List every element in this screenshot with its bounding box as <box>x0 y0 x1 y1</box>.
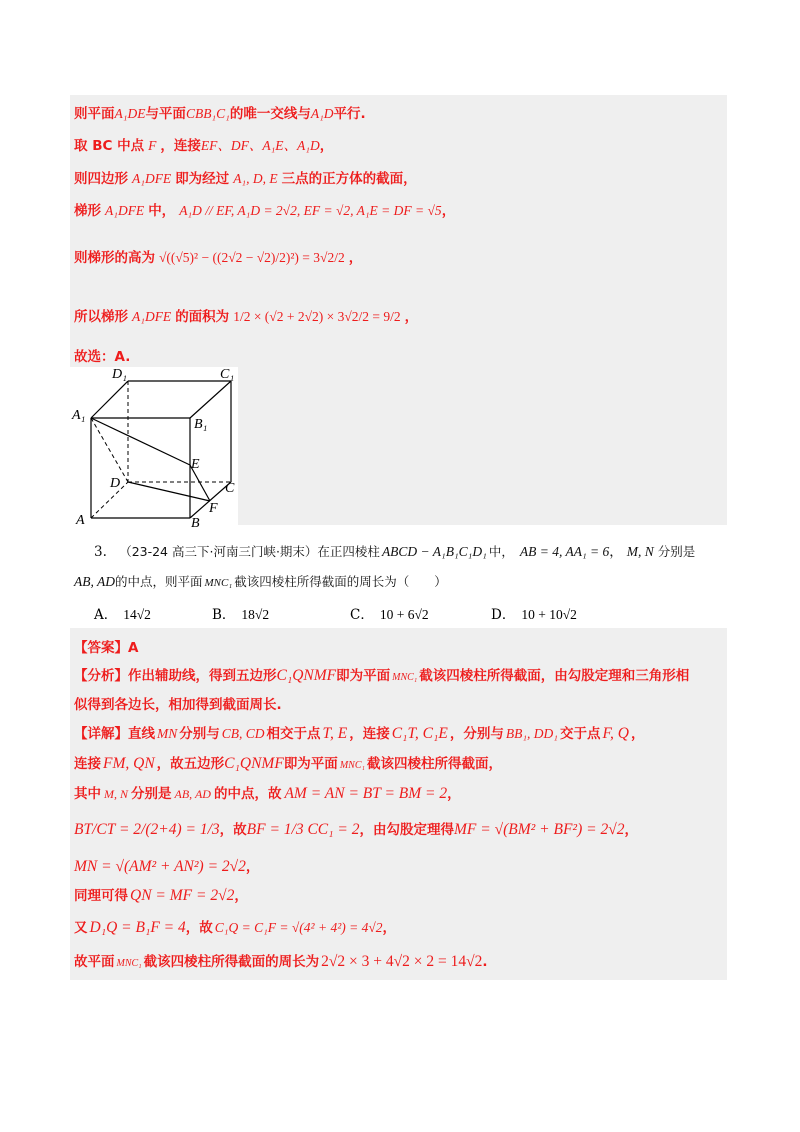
sol3-detail-8: 故平面 MNC₁ 截该四棱柱所得截面的周长为 2√2 × 3 + 4√2 × 2 = 14√2. <box>74 953 488 970</box>
label-b1: B₁ <box>194 417 208 432</box>
label-c: C <box>225 481 235 496</box>
label-f: F <box>209 501 218 516</box>
edge-a1d <box>91 418 128 482</box>
q3-line2: AB, AD的中点，则平面 MNC₁ 截该四棱柱所得截面的周长为（ ） <box>74 574 447 589</box>
sol3-analysis-1: 【分析】作出辅助线，得到五边形C₁QNMF即为平面 MNC₁ 截该四棱柱所得截面，由勾股定理和三角形相 <box>74 667 690 684</box>
sol3-detail-5: MN = √(AM² + AN²) = 2√2， <box>74 858 260 875</box>
edge-b1c1 <box>190 381 231 418</box>
label-a: A <box>76 513 85 528</box>
sol3-detail-1: 【详解】直线 MN 分别与 CB, CD 相交于点 T, E ，连接 C₁T, C₁E ，分别与 BB₁, DD₁ 交于点 F, Q ， <box>74 725 645 742</box>
sol2-line1: 则平面A₁DE与平面CBB₁C₁的唯一交线与A₁D平行. <box>74 106 366 122</box>
option-a[interactable]: A． 14√2 <box>94 607 151 623</box>
sol3-detail-3: 其中 M, N 分别是 AB, AD 的中点，故 AM = AN = BT = BM = 2， <box>74 785 461 802</box>
edge-fd <box>128 482 210 501</box>
sol2-line6: 所以梯形 A₁DFE 的面积为 1/2 × (√2 + 2√2) × 3√2/2 = 9/2 ， <box>74 309 419 325</box>
cube-figure <box>70 367 238 529</box>
option-b[interactable]: B． 18√2 <box>212 607 270 623</box>
label-a1: A₁ <box>72 408 86 423</box>
label-b: B <box>191 516 200 529</box>
figure-shade <box>238 367 727 525</box>
sol3-detail-7: 又 D₁Q = B₁F = 4，故 C₁Q = C₁F = √(4² + 4²) = 4√2， <box>74 919 397 936</box>
edge-a1e <box>91 418 190 465</box>
sol3-analysis-2: 似得到各边长，相加得到截面周长. <box>74 697 282 713</box>
option-c[interactable]: C． 10 + 6√2 <box>350 607 429 623</box>
sol3-answer: 【答案】A <box>74 640 139 656</box>
sol3-detail-6: 同理可得 QN = MF = 2√2， <box>74 887 248 904</box>
label-c1: C₁ <box>220 367 235 382</box>
sol2-line3: 则四边形 A₁DFE 即为经过 A₁, D, E 三点的正方体的截面， <box>74 171 417 187</box>
sol3-detail-2: 连接 FM, QN ，故五边形C₁QNMF即为平面 MNC₁ 截该四棱柱所得截面， <box>74 755 502 772</box>
sol2-line5: 则梯形的高为 √((√5)² − ((2√2 − √2)/2)²) = 3√2/2 ， <box>74 250 363 266</box>
sol2-line4: 梯形 A₁DFE 中， A₁D // EF, A₁D = 2√2, EF = √2, A₁E = DF = √5， <box>74 203 456 219</box>
label-e: E <box>191 457 200 472</box>
q3-line1: 3. （23-24 高三下·河南三门峡·期末）在正四棱柱 ABCD − A₁B₁C₁D₁ 中， AB = 4, AA₁ = 6， M, N 分别是 <box>94 544 696 560</box>
sol2-line2: 取 BC 中点 F ，连接EF、DF、A₁E、A₁D， <box>74 138 334 154</box>
option-d[interactable]: D． 10 + 10√2 <box>491 607 577 623</box>
label-d1: D₁ <box>112 367 127 382</box>
sol3-detail-4: BT/CT = 2/(2+4) = 1/3，故BF = 1/3 CC₁ = 2，由勾股定理得MF = √(BM² + BF²) = 2√2， <box>74 821 638 838</box>
label-d: D <box>110 476 121 491</box>
sol2-answer: 故选：A. <box>74 349 131 365</box>
edge-a1d1 <box>91 381 128 418</box>
